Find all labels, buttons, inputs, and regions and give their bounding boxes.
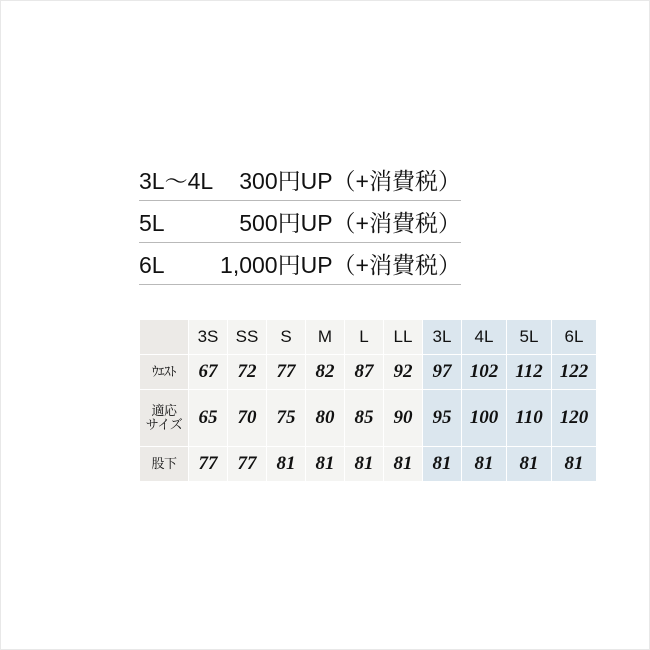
price-size-label: 3L～4L: [139, 168, 214, 194]
table-cell: 72: [228, 355, 267, 390]
size-table-col-3s: 3S: [189, 320, 228, 355]
price-amount-label: 1,000円UP（+消費税）: [220, 252, 461, 278]
size-table-row-label-inseam: 股下: [140, 447, 189, 482]
table-cell: 122: [552, 355, 597, 390]
table-cell: 81: [462, 447, 507, 482]
table-cell: 77: [267, 355, 306, 390]
table-row: [140, 447, 597, 482]
table-cell: 81: [552, 447, 597, 482]
table-cell: 81: [384, 447, 423, 482]
table-cell: 81: [345, 447, 384, 482]
table-cell: 120: [552, 390, 597, 447]
size-table-col-5l: 5L: [507, 320, 552, 355]
table-cell: 90: [384, 390, 423, 447]
table-cell: 77: [228, 447, 267, 482]
table-cell: 95: [423, 390, 462, 447]
size-table-col-ll: LL: [384, 320, 423, 355]
price-amount-label: 300円UP（+消費税）: [239, 168, 461, 194]
size-table-col-l: L: [345, 320, 384, 355]
table-cell: 77: [189, 447, 228, 482]
table-cell: 97: [423, 355, 462, 390]
size-table-col-s: S: [267, 320, 306, 355]
table-cell: 70: [228, 390, 267, 447]
table-cell: 81: [507, 447, 552, 482]
table-cell: 75: [267, 390, 306, 447]
size-table-col-ss: SS: [228, 320, 267, 355]
table-cell: 87: [345, 355, 384, 390]
size-table-col-4l: 4L: [462, 320, 507, 355]
price-row: [139, 201, 461, 243]
price-row: [139, 159, 461, 201]
table-cell: 80: [306, 390, 345, 447]
table-cell: 67: [189, 355, 228, 390]
price-size-label: 5L: [139, 210, 165, 236]
price-row: [139, 243, 461, 285]
size-table-col-3l: 3L: [423, 320, 462, 355]
table-cell: 81: [306, 447, 345, 482]
size-table-col-6l: 6L: [552, 320, 597, 355]
table-cell: 85: [345, 390, 384, 447]
size-table-col-m: M: [306, 320, 345, 355]
table-cell: 65: [189, 390, 228, 447]
price-list: [139, 159, 461, 285]
table-row: [140, 355, 597, 390]
table-cell: 92: [384, 355, 423, 390]
size-table-header-row: [140, 320, 597, 355]
size-table-row-label-waist: ｳｴｽﾄ: [140, 355, 189, 390]
row-label-line2: サイズ: [145, 417, 183, 432]
size-table: [139, 319, 597, 482]
table-cell: 81: [423, 447, 462, 482]
table-cell: 102: [462, 355, 507, 390]
price-size-label: 6L: [139, 252, 165, 278]
table-cell: 81: [267, 447, 306, 482]
table-row: [140, 390, 597, 447]
table-cell: 82: [306, 355, 345, 390]
size-table-row-label-fit-size: [140, 390, 189, 447]
table-cell: 100: [462, 390, 507, 447]
table-cell: 112: [507, 355, 552, 390]
row-label-line1: 適応: [151, 403, 177, 419]
size-table-corner-cell: [140, 320, 189, 355]
table-cell: 110: [507, 390, 552, 447]
price-amount-label: 500円UP（+消費税）: [239, 210, 461, 236]
